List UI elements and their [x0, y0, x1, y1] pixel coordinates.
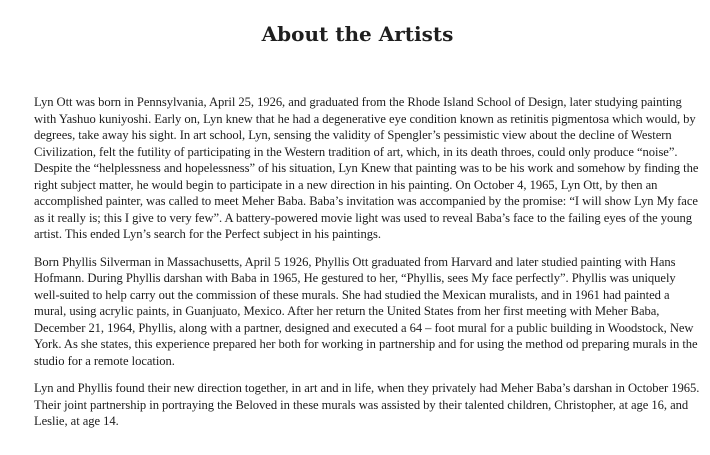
article-body [34, 94, 702, 441]
paragraph-partnership: Lyn and Phyllis found their new direction together, in art and in life, when they privately had Meher Baba’s darshan in October 1965. Their joint partnership in portraying the Beloved in these murals was assisted by their talented children, Christopher, at age 16, and Leslie, at age 14. [34, 381, 700, 428]
page-title: About the Artists [261, 22, 454, 46]
paragraph-phyllis-ott: Born Phyllis Silverman in Massachusetts, April 5 1926, Phyllis Ott graduated from Harvard and later studied painting with Hans Hofmann. During Phyllis darshan with Baba in 1965, He gestured to her, “Phyllis, sees My face perfectly”. Phyllis was uniquely well-suited to help carry out the commission of these murals. She had studied the Mexican muralists, and in 1961 had painted a mural, using acrylic paints, in Guanjuato, Mexico. After her return the United States from her first meeting with Meher Baba, December 21, 1964, Phyllis, along with a partner, designed and executed a 64 – foot mural for a public building in Woodstock, New York. As she states, this experience prepared her both for working in partnership and for using the method od preparing murals in the studio for a remote location. [34, 254, 698, 368]
paragraph-lyn-ott: Lyn Ott was born in Pennsylvania, April 25, 1926, and graduated from the Rhode Island School of Design, later studying painting with Yashuo kuniyoshi. Early on, Lyn knew that he had a degenerative eye condition known as retinitis pigmentosa which would, by degrees, take away his sight. In art school, Lyn, sensing the validity of Spengler’s pessimistic view about the decline of Western Civilization, felt the futility of participating in the Western tradition of art, which, in its death throes, could only produce “noise”. Despite the “helplessness and hopelessness” of his situation, Lyn Knew that painting was to be his work and somehow by finding the right subject matter, he would begin to participate in a new direction in his painting. On October 4, 1965, Lyn Ott, by then an accomplished painter, was called to meet Meher Baba. Baba’s invitation was accompanied by the promise: “I will show Lyn My face as it really is; this I give to very few”. A battery-powered movie light was used to reveal Baba’s face to the failing eyes of the young artist. This ended Lyn’s search for the Perfect subject in his paintings. [34, 95, 699, 241]
